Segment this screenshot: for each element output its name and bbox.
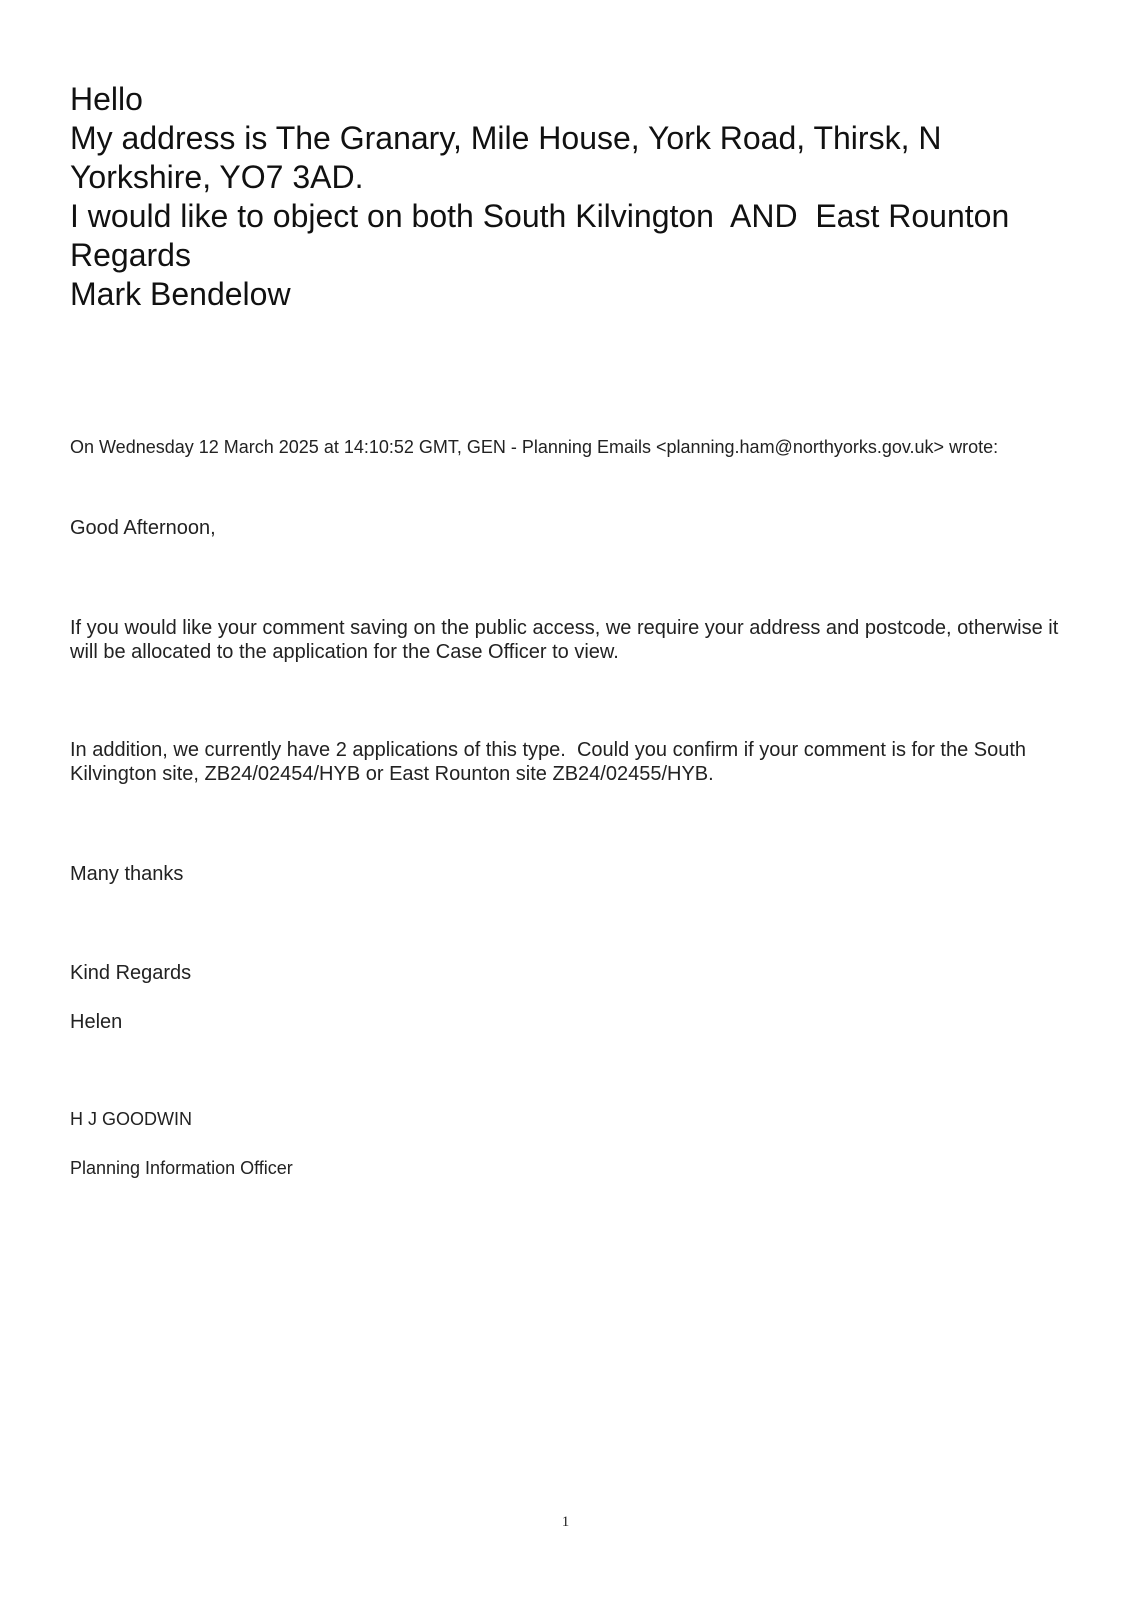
signature-title: Planning Information Officer (70, 1158, 293, 1178)
reply-objection: I would like to object on both South Kilvington AND East Rounton (70, 198, 1010, 234)
quoted-greeting: Good Afternoon, (70, 517, 216, 539)
quoted-email-header: On Wednesday 12 March 2025 at 14:10:52 GMT, GEN - Planning Emails <planning.ham@northyorks.gov.uk> wrote: (70, 437, 999, 457)
signature-name: H J GOODWIN (70, 1109, 192, 1129)
page-number: 1 (561, 1514, 570, 1530)
quoted-paragraph-2: In addition, we currently have 2 applications of this type. Could you confirm if your comment is for the South Kilvington site, ZB24/02454/HYB or East Rounton site ZB24/02455/HYB. (70, 739, 1032, 785)
quoted-sign-off: Kind Regards (70, 962, 192, 984)
reply-regards: Regards (70, 237, 191, 273)
reply-sender-name: Mark Bendelow (70, 276, 291, 312)
quoted-first-name: Helen (70, 1011, 123, 1033)
reply-greeting: Hello (70, 81, 143, 117)
quoted-paragraph-1: If you would like your comment saving on the public access, we require your address and postcode, otherwise it will be allocated to the application for the Case Officer to view. (70, 617, 1064, 663)
reply-address: My address is The Granary, Mile House, York Road, Thirsk, N Yorkshire, YO7 3AD. (70, 120, 950, 195)
quoted-thanks: Many thanks (70, 863, 184, 885)
reply-message (70, 80, 1070, 314)
